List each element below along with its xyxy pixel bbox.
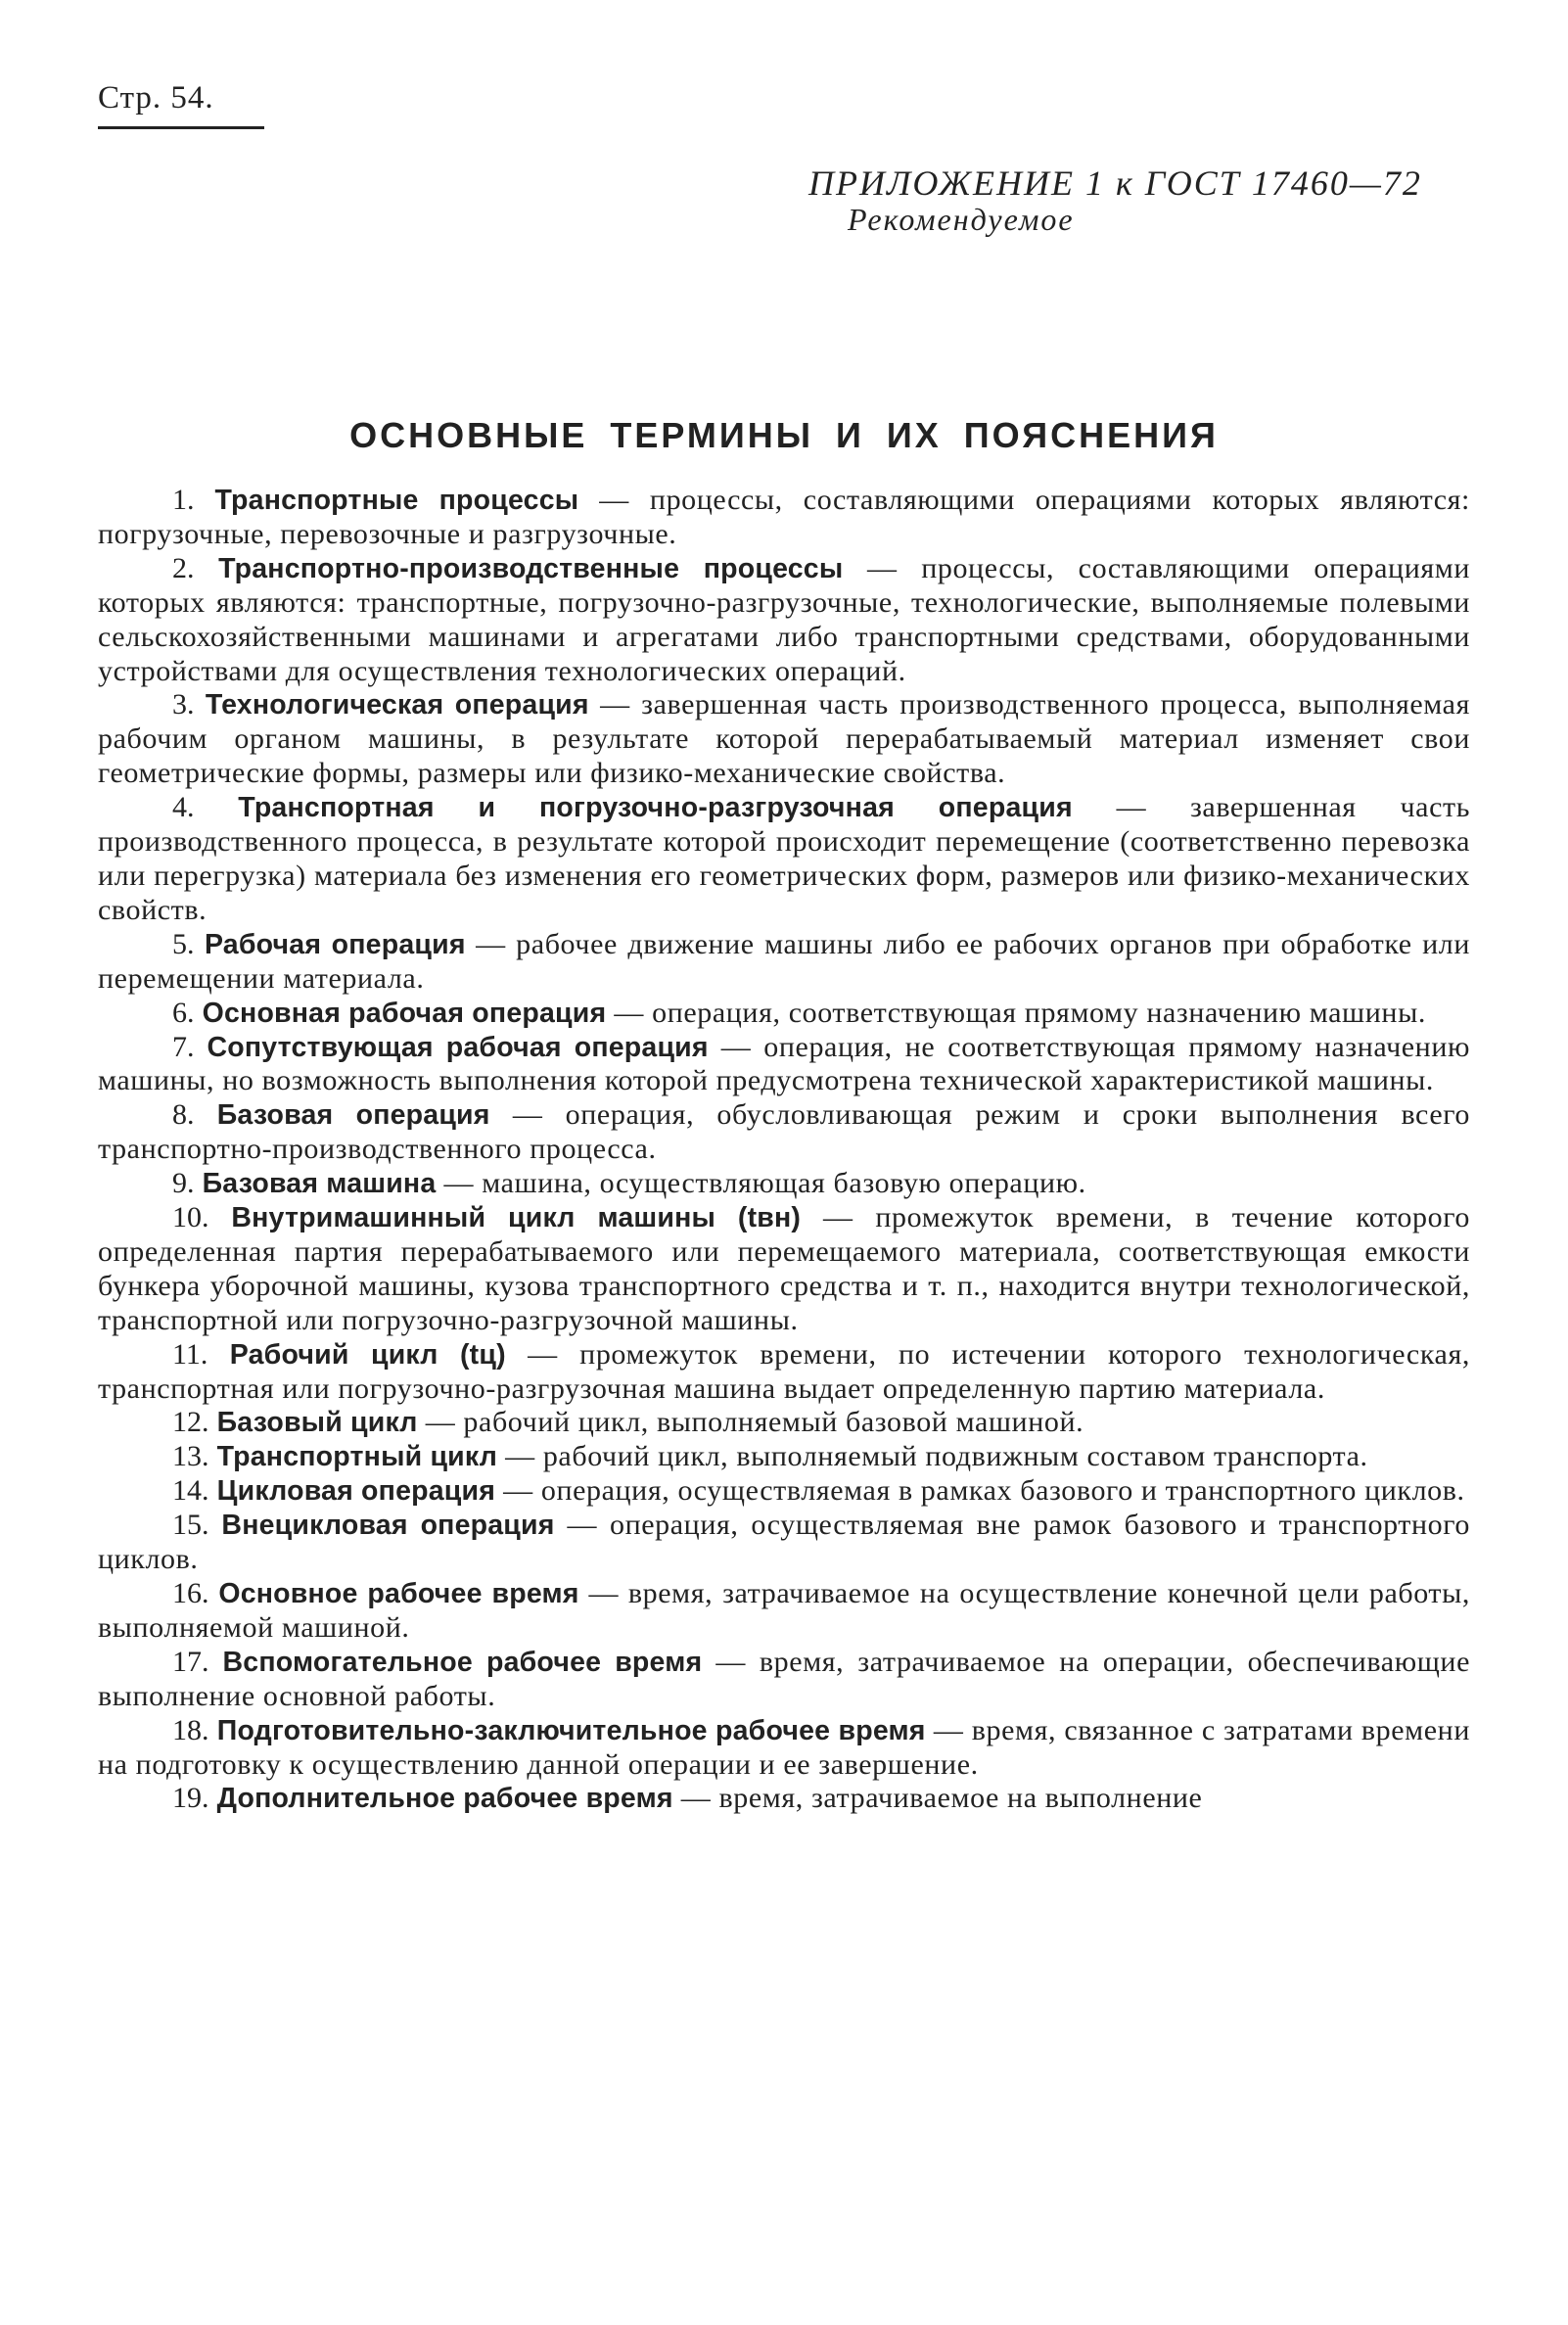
term-item bbox=[98, 552, 1470, 689]
term-name: Транспортно-производственные процессы bbox=[218, 552, 844, 584]
term-name: Транспортная и погрузочно-разгрузочная операция bbox=[238, 792, 1073, 824]
term-item bbox=[98, 1406, 1470, 1440]
term-number: 15. bbox=[172, 1509, 209, 1542]
page-number: Стр. 54. bbox=[98, 80, 214, 116]
term-name: Транспортные процессы bbox=[214, 485, 579, 516]
term-item bbox=[98, 1338, 1470, 1407]
term-item bbox=[98, 1098, 1470, 1167]
term-item bbox=[98, 1646, 1470, 1714]
term-name: Дополнительное рабочее время bbox=[216, 1783, 673, 1815]
term-name: Технологическая операция bbox=[205, 689, 589, 721]
term-name: Базовая машина bbox=[202, 1168, 437, 1200]
term-item bbox=[98, 1577, 1470, 1646]
term-name: Транспортный цикл bbox=[216, 1441, 498, 1473]
term-number: 5. bbox=[172, 927, 195, 960]
term-definition: — завершенная часть производственного процесса, в результате которой происходит перемещение (соответственно перевозка или перегрузка) материала без изменения его геометрических форм, размеров или физико-механических свойств. bbox=[98, 791, 1470, 926]
term-number: 18. bbox=[172, 1713, 209, 1746]
term-item bbox=[98, 484, 1470, 552]
term-name: Базовый цикл bbox=[216, 1407, 418, 1439]
term-number: 12. bbox=[172, 1406, 209, 1439]
term-item bbox=[98, 928, 1470, 997]
term-definition: — операция, соответствующая прямому назначению машины. bbox=[606, 996, 1426, 1029]
term-definition: — промежуток времени, в течение которого определенная партия перерабатываемого или перемещаемого материала, соответствующая емкости бункера уборочной машины, кузова транспортного средства и т. п., находится внутри технологической, транспортной или погрузочно-разгрузочной машины. bbox=[98, 1201, 1470, 1336]
term-definition: — процессы, составляющими операциями которых являются: транспортные, погрузочно-разгрузочные, технологические, выполняемые полевыми сельскохозяйственными машинами и агрегатами либо транспортными средствами, оборудованными устройствами для осуществления технологических операций. bbox=[98, 551, 1471, 687]
term-number: 14. bbox=[172, 1474, 209, 1508]
term-item bbox=[98, 1440, 1470, 1474]
term-item bbox=[98, 1509, 1470, 1577]
terms-list bbox=[98, 484, 1470, 1816]
appendix-label: ПРИЛОЖЕНИЕ 1 к ГОСТ 17460—72 bbox=[808, 163, 1422, 203]
term-item bbox=[98, 1782, 1470, 1816]
term-number: 9. bbox=[172, 1167, 195, 1200]
term-number: 1. bbox=[172, 484, 195, 516]
term-definition: — рабочий цикл, выполняемый базовой машиной. bbox=[417, 1406, 1084, 1439]
term-definition: — завершенная часть производственного процесса, выполняемая рабочим органом машины, в результате которой перерабатываемый материал изменяет свои геометрические формы, размеры или физико-механические свойства. bbox=[98, 688, 1470, 790]
term-number: 6. bbox=[172, 996, 195, 1029]
page-number-underline bbox=[98, 126, 264, 129]
recommended-label: Рекомендуемое bbox=[848, 202, 1075, 237]
term-definition: — рабочий цикл, выполняемый подвижным составом транспорта. bbox=[497, 1440, 1368, 1473]
term-number: 4. bbox=[172, 791, 195, 824]
term-definition: — машина, осуществляющая базовую операцию. bbox=[436, 1167, 1086, 1200]
term-number: 19. bbox=[172, 1782, 209, 1815]
term-number: 16. bbox=[172, 1577, 209, 1609]
term-name: Цикловая операция bbox=[216, 1475, 496, 1508]
term-definition: — промежуток времени, по истечении которого технологическая, транспортная или погрузочно-разгрузочная машина выдает определенную партию материала. bbox=[98, 1337, 1470, 1405]
term-item bbox=[98, 1201, 1470, 1338]
term-name: Сопутствующая рабочая операция bbox=[207, 1031, 709, 1063]
term-name: Рабочий цикл (tц) bbox=[229, 1338, 506, 1371]
term-number: 3. bbox=[172, 688, 195, 721]
term-name: Внутримашинный цикл машины (tвн) bbox=[231, 1202, 802, 1234]
term-definition: — операция, осуществляемая в рамках базового и транспортного циклов. bbox=[495, 1474, 1465, 1508]
term-definition: — время, связанное с затратами времени на подготовку к осуществлению данной операции и ее завершение. bbox=[98, 1713, 1470, 1781]
section-heading: ОСНОВНЫЕ ТЕРМИНЫ И ИХ ПОЯСНЕНИЯ bbox=[349, 415, 1219, 455]
term-definition: — операция, не соответствующая прямому назначению машины, но возможность выполнения которой предусмотрена технической характеристикой машины. bbox=[98, 1030, 1470, 1097]
term-name: Вспомогательное рабочее время bbox=[222, 1646, 703, 1678]
term-definition: — время, затрачиваемое на операции, обеспечивающие выполнение основной работы. bbox=[98, 1645, 1470, 1712]
term-name: Основная рабочая операция bbox=[202, 997, 607, 1029]
term-item bbox=[98, 1031, 1470, 1099]
term-item bbox=[98, 1714, 1470, 1783]
term-number: 8. bbox=[172, 1098, 195, 1132]
term-number: 10. bbox=[172, 1201, 209, 1234]
term-number: 17. bbox=[172, 1645, 209, 1678]
term-name: Подготовительно-заключительное рабочее время bbox=[216, 1714, 926, 1746]
term-definition: — операция, осуществляемая вне рамок базового и транспортного циклов. bbox=[98, 1509, 1471, 1576]
term-definition: — операция, обусловливающая режим и сроки выполнения всего транспортно-производственного процесса. bbox=[98, 1098, 1470, 1166]
term-item bbox=[98, 1474, 1470, 1509]
term-definition: — время, затрачиваемое на осуществление конечной цели работы, выполняемой машиной. bbox=[98, 1577, 1470, 1644]
term-item bbox=[98, 791, 1470, 928]
term-item bbox=[98, 688, 1470, 791]
term-definition: — рабочее движение машины либо ее рабочих органов при обработке или перемещении материала. bbox=[98, 927, 1471, 995]
term-name: Основное рабочее время bbox=[218, 1578, 579, 1609]
term-name: Рабочая операция bbox=[204, 928, 466, 960]
term-name: Внецикловая операция bbox=[221, 1510, 555, 1542]
term-item bbox=[98, 1167, 1470, 1201]
term-number: 11. bbox=[172, 1337, 208, 1371]
term-number: 13. bbox=[172, 1440, 209, 1473]
term-number: 7. bbox=[172, 1030, 195, 1063]
term-definition: — процессы, составляющими операциями которых являются: погрузочные, перевозочные и разгрузочные. bbox=[98, 484, 1470, 550]
term-definition: — время, затрачиваемое на выполнение bbox=[672, 1782, 1203, 1815]
term-item bbox=[98, 997, 1470, 1031]
term-name: Базовая операция bbox=[216, 1099, 490, 1132]
term-number: 2. bbox=[172, 551, 195, 584]
